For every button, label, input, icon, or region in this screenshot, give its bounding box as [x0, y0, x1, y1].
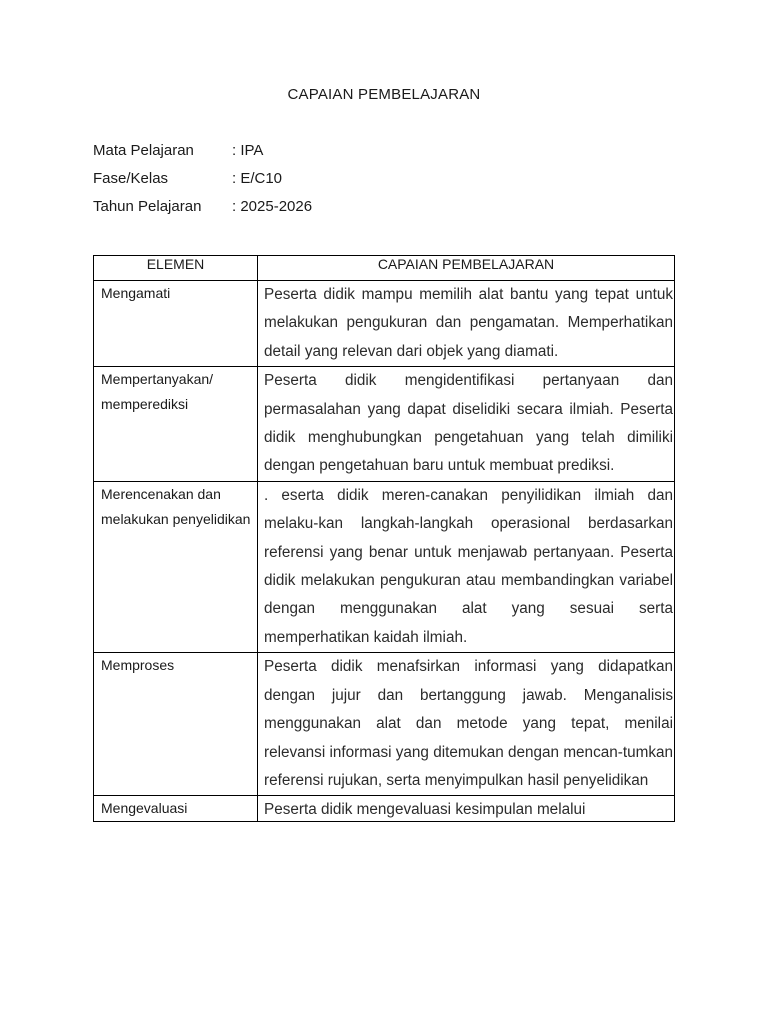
- document-info: [93, 142, 312, 226]
- capaian-text: Peserta didik mampu memilih alat bantu yang tepat untuk melakukan pengukuran dan pengamatan. Memperhatikan detail yang relevan dari objek yang diamati.: [264, 286, 673, 360]
- capaian-cell: [258, 481, 675, 652]
- capaian-cell: [258, 281, 675, 367]
- table-row: [94, 281, 675, 367]
- capaian-text: Peserta didik menafsirkan informasi yang didapatkan dengan jujur dan bertanggung jawab. Menganalisis menggunakan alat dan metode yang tepat, menilai relevansi informasi yang ditemukan dengan mencan-tumkan referensi rujukan, serta menyimpulkan hasil penyelidikan: [264, 658, 673, 789]
- info-row-phase-class: [93, 170, 312, 198]
- info-label: Fase/Kelas: [93, 170, 169, 187]
- column-header-elemen: ELEMEN: [94, 256, 258, 281]
- info-value: : E/C10: [232, 170, 283, 187]
- capaian-cell: [258, 796, 675, 822]
- capaian-cell: [258, 653, 675, 796]
- table-row: [94, 481, 675, 652]
- table-header-row: [94, 256, 675, 281]
- capaian-text: . eserta didik meren-canakan penyilidikan ilmiah dan melaku-kan langkah-langkah operasional berdasarkan referensi yang benar untuk menjawab pertanyaan. Peserta didik melakukan pengukuran atau membandingkan variabel dengan menggunakan alat yang sesuai serta memperhatikan kaidah ilmiah.: [264, 486, 673, 646]
- document-title: CAPAIAN PEMBELAJARAN: [287, 86, 481, 103]
- elemen-cell: Mengevaluasi: [94, 796, 258, 822]
- capaian-text: Peserta didik mengevaluasi kesimpulan melalui: [264, 801, 586, 819]
- info-label: Tahun Pelajaran: [93, 198, 202, 215]
- elemen-cell: Merencenakan dan melakukan penyelidikan: [94, 481, 258, 652]
- info-value: : 2025-2026: [232, 198, 313, 215]
- elemen-cell: Mempertanyakan/ memperediksi: [94, 367, 258, 482]
- column-header-capaian: CAPAIAN PEMBELAJARAN: [258, 256, 675, 281]
- info-row-subject: [93, 142, 312, 170]
- elemen-cell: Mengamati: [94, 281, 258, 367]
- table-row: [94, 367, 675, 482]
- info-row-academic-year: [93, 198, 312, 226]
- info-label: Mata Pelajaran: [93, 142, 194, 159]
- info-value: : IPA: [232, 142, 264, 159]
- capaian-table: [93, 255, 675, 822]
- capaian-text: Peserta didik mengidentifikasi pertanyaan dan permasalahan yang dapat diselidiki secara ilmiah. Peserta didik menghubungkan pengetahuan yang telah dimiliki dengan pengetahuan baru untuk membuat prediksi.: [264, 372, 673, 475]
- table-row: [94, 796, 675, 822]
- table-row: [94, 653, 675, 796]
- elemen-cell: Memproses: [94, 653, 258, 796]
- capaian-cell: [258, 367, 675, 482]
